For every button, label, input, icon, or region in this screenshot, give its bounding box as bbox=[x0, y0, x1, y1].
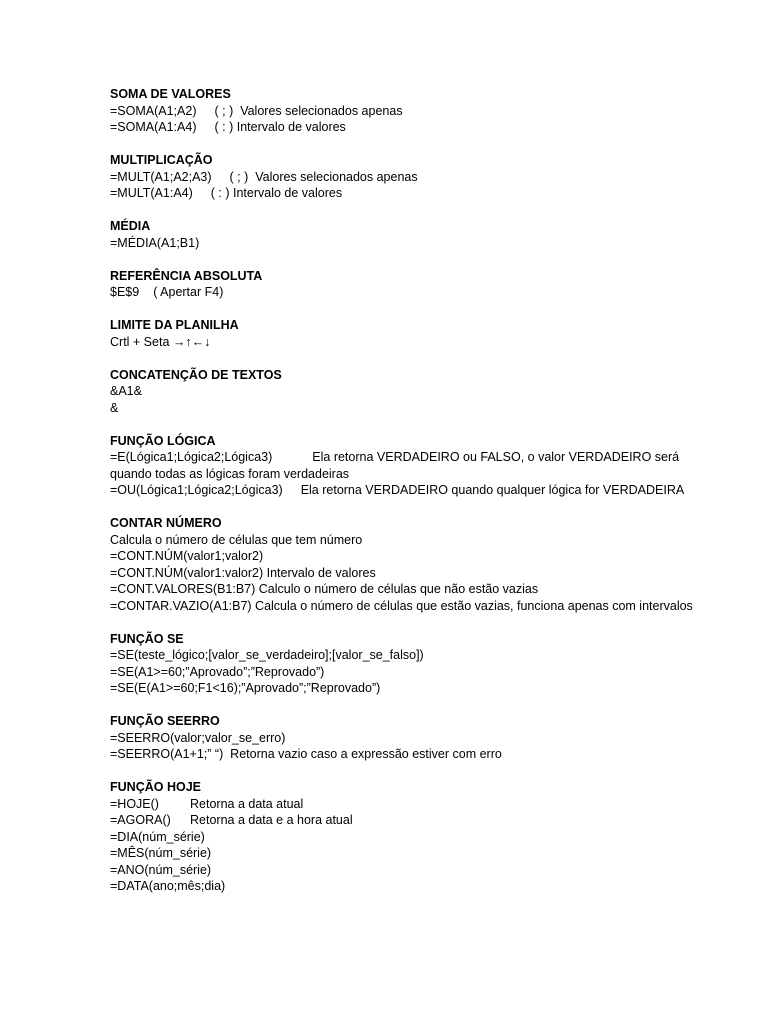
formula-line: =MÊS(núm_série) bbox=[110, 846, 212, 860]
formula: =OU(Lógica1;Lógica2;Lógica3) bbox=[110, 483, 283, 497]
formula-line bbox=[110, 400, 710, 417]
formula-line: =CONT.VALORES(B1:B7) Calculo o número de células que não estão vazias bbox=[110, 582, 539, 596]
section-heading: LIMITE DA PLANILHA bbox=[110, 318, 239, 332]
section-heading: CONTAR NÚMERO bbox=[110, 516, 222, 530]
section-heading: FUNÇÃO SEERRO bbox=[110, 714, 220, 728]
section-limite-planilha bbox=[110, 317, 710, 350]
formula-line: =SEERRO(valor;valor_se_erro) bbox=[110, 730, 286, 745]
shortcut-text: Crtl + Seta →↑←↓ bbox=[110, 334, 211, 349]
section-heading: CONCATENÇÃO DE TEXTOS bbox=[110, 367, 282, 382]
formula-note: Ela retorna VERDADEIRO quando qualquer lógica for VERDADEIRA bbox=[300, 483, 685, 497]
formula: & bbox=[110, 400, 119, 415]
formula: =E(Lógica1;Lógica2;Lógica3) bbox=[110, 450, 273, 464]
section-multiplicacao bbox=[110, 152, 710, 202]
section-funcao-se bbox=[110, 631, 710, 697]
formula-note: ( Apertar F4) bbox=[153, 285, 224, 299]
formula: =HOJE() bbox=[110, 796, 159, 811]
formula-line bbox=[110, 383, 710, 400]
formula-line: =DIA(núm_série) bbox=[110, 829, 205, 844]
formula-line: =SEERRO(A1+1;” “) Retorna vazio caso a expressão estiver com erro bbox=[110, 747, 502, 761]
formula-line bbox=[110, 796, 710, 813]
section-heading: REFERÊNCIA ABSOLUTA bbox=[110, 268, 263, 283]
section-soma bbox=[110, 86, 710, 136]
formula-note: Ela retorna VERDADEIRO ou FALSO, o valor VERDADEIRO será quando todas as lógicas foram verdadeiras bbox=[110, 450, 683, 481]
formula-line: =CONTAR.VAZIO(A1:B7) Calcula o número de células que estão vazias, funciona apenas com intervalos bbox=[110, 598, 693, 613]
formula: $E$9 bbox=[110, 285, 140, 299]
section-heading: FUNÇÃO SE bbox=[110, 631, 184, 646]
section-concatenacao bbox=[110, 367, 710, 417]
formula: =AGORA() bbox=[110, 813, 171, 827]
section-heading: MULTIPLICAÇÃO bbox=[110, 153, 213, 167]
formula: =SOMA(A1;A2) bbox=[110, 103, 197, 118]
formula-line: =SE(A1>=60;”Aprovado”;”Reprovado”) bbox=[110, 664, 325, 679]
formula-note: ( : ) Intervalo de valores bbox=[214, 120, 346, 134]
formula: =MÉDIA(A1;B1) bbox=[110, 235, 200, 250]
formula-note: ( : ) Intervalo de valores bbox=[210, 186, 343, 200]
section-contar-numero bbox=[110, 515, 710, 614]
formula-note: ( ; ) Valores selecionados apenas bbox=[214, 103, 403, 118]
description-line: Calcula o número de células que tem número bbox=[110, 532, 363, 547]
formula-note: ( ; ) Valores selecionados apenas bbox=[229, 169, 418, 184]
formula-line bbox=[110, 169, 710, 186]
formula-line: =CONT.NÚM(valor1;valor2) bbox=[110, 549, 264, 563]
formula: &A1& bbox=[110, 384, 142, 398]
section-media bbox=[110, 218, 710, 251]
formula: =MULT(A1;A2;A3) bbox=[110, 169, 212, 184]
section-heading: MÉDIA bbox=[110, 219, 151, 233]
document-page bbox=[110, 86, 710, 911]
formula-line bbox=[110, 284, 710, 301]
section-heading: FUNÇÃO LÓGICA bbox=[110, 433, 216, 448]
section-referencia-absoluta bbox=[110, 268, 710, 301]
formula-line bbox=[110, 235, 710, 252]
formula-line bbox=[110, 119, 710, 136]
section-funcao-logica bbox=[110, 433, 710, 499]
formula: =SOMA(A1:A4) bbox=[110, 120, 197, 134]
formula-note: Retorna a data e a hora atual bbox=[190, 813, 353, 827]
formula-line bbox=[110, 103, 710, 120]
formula-line: =SE(E(A1>=60;F1<16);”Aprovado”;”Reprovado”) bbox=[110, 681, 381, 695]
section-heading: SOMA DE VALORES bbox=[110, 87, 231, 101]
formula-note: Retorna a data atual bbox=[190, 796, 304, 811]
formula-line: =SE(teste_lógico;[valor_se_verdadeiro];[valor_se_falso]) bbox=[110, 648, 424, 662]
section-funcao-seerro bbox=[110, 713, 710, 763]
formula-line bbox=[110, 482, 710, 499]
formula-line bbox=[110, 449, 710, 482]
formula-line bbox=[110, 812, 710, 829]
formula-line bbox=[110, 334, 710, 351]
section-funcao-hoje bbox=[110, 779, 710, 895]
formula-line: =DATA(ano;mês;dia) bbox=[110, 879, 226, 893]
formula: =MULT(A1:A4) bbox=[110, 186, 193, 200]
formula-line: =ANO(núm_série) bbox=[110, 862, 212, 877]
formula-line bbox=[110, 185, 710, 202]
formula-line: =CONT.NÚM(valor1:valor2) Intervalo de valores bbox=[110, 565, 376, 580]
section-heading: FUNÇÃO HOJE bbox=[110, 780, 201, 794]
